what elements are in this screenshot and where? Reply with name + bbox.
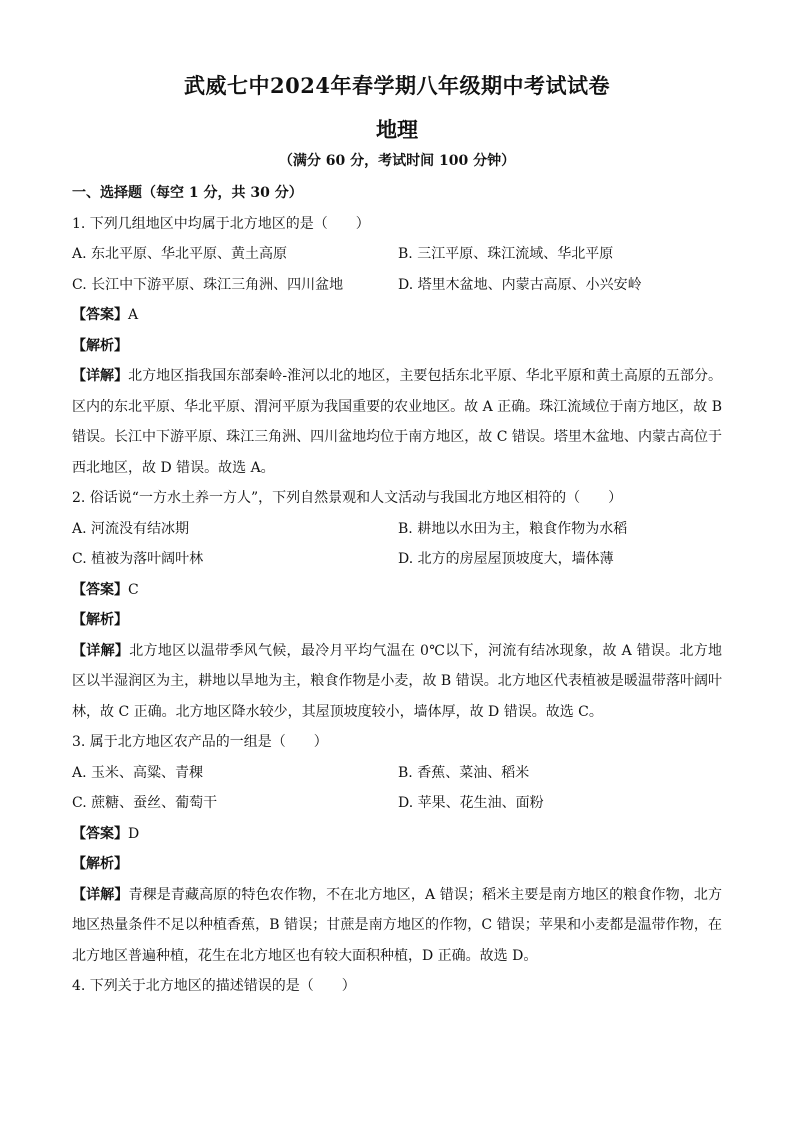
exam-note: （满分 60 分，考试时间 100 分钟） [278, 153, 516, 169]
question-1-option-c: C. 长江中下游平原、珠江三角洲、四川盆地 [72, 276, 344, 293]
question-1-option-a: A. 东北平原、华北平原、黄土高原 [72, 246, 288, 262]
answer-value: D [128, 825, 140, 842]
question-4-stem: 4. 下列关于北方地区的描述错误的是（ ） [72, 978, 356, 994]
section-heading: 一、选择题（每空 1 分，共 30 分） [72, 185, 303, 201]
question-2-detail [72, 636, 722, 728]
question-3-options-row-2 [72, 788, 722, 819]
answer-label: 【答案】 [72, 825, 128, 842]
subject-title: 地理 [376, 117, 418, 142]
question-1-options-row-1 [72, 239, 722, 270]
question-3-option-c: C. 蔗糖、蚕丝、葡萄干 [72, 795, 218, 811]
question-2-answer [72, 575, 722, 606]
question-1-option-d: D. 塔里木盆地、内蒙古高原、小兴安岭 [398, 276, 642, 293]
detail-label: 【详解】 [72, 642, 130, 659]
answer-value: C [128, 581, 139, 598]
question-2-option-b: B. 耕地以水田为主，粮食作物为水稻 [398, 520, 628, 537]
question-3-answer [72, 819, 722, 850]
question-3-analysis [72, 849, 722, 880]
answer-label: 【答案】 [72, 581, 128, 598]
answer-value: A [128, 307, 139, 323]
question-3-option-b: B. 香蕉、菜油、稻米 [398, 764, 530, 781]
question-1-option-b: B. 三江平原、珠江流域、华北平原 [398, 246, 614, 262]
question-1-detail [72, 361, 722, 483]
detail-label: 【详解】 [72, 368, 129, 384]
question-1-analysis [72, 331, 722, 362]
question-3-option-a: A. 玉米、高粱、青稞 [72, 764, 204, 781]
detail-label: 【详解】 [72, 886, 129, 903]
question-2-option-c: C. 植被为落叶阔叶林 [72, 551, 204, 567]
answer-label: 【答案】 [72, 307, 128, 323]
question-2-options-row-1 [72, 514, 722, 545]
exam-title: 武威七中2024年春学期八年级期中考试试卷 [184, 73, 610, 98]
question-1-answer [72, 300, 722, 331]
question-2-option-d: D. 北方的房屋屋顶坡度大，墙体薄 [398, 551, 614, 567]
question-2-stem: 2. 俗话说“一方水土养一方人”，下列自然景观和人文活动与我国北方地区相符的（ ） [72, 490, 623, 506]
detail-text: 北方地区指我国东部秦岭-淮河以北的地区，主要包括东北平原、华北平原和黄土高原的五部分。区内的东北平原、华北平原、渭河平原为我国重要的农业地区。故 A 正确。珠江流域位于南方地区，故 B 错误。长江中下游平原、珠江三角洲、四川盆地均位于南方地区，故 C 错误。塔里木盆地、内蒙古高位于西北地区，故 D 错误。故选 A。 [72, 368, 723, 476]
exam-content [72, 178, 722, 1002]
question-2-option-a: A. 河流没有结冰期 [72, 520, 190, 537]
analysis-label: 【解析】 [72, 337, 128, 354]
question-1-stem: 1. 下列几组地区中均属于北方地区的是（ ） [72, 215, 370, 232]
analysis-label: 【解析】 [72, 612, 128, 628]
detail-text: 青稞是青藏高原的特色农作物，不在北方地区，A 错误；稻米主要是南方地区的粮食作物，北方地区热量条件不足以种植香蕉，B 错误；甘蔗是南方地区的作物，C 错误；苹果和小麦都是温带作物，在北方地区普遍种植，花生在北方地区也有较大面积种植，D 正确。故选 D。 [72, 886, 722, 964]
question-1-options-row-2 [72, 270, 722, 301]
question-3-stem: 3. 属于北方地区农产品的一组是（ ） [72, 734, 328, 750]
analysis-label: 【解析】 [72, 856, 128, 872]
question-2-options-row-2 [72, 544, 722, 575]
question-3-detail [72, 880, 722, 972]
question-3-option-d: D. 苹果、花生油、面粉 [398, 795, 544, 811]
question-3-options-row-1 [72, 758, 722, 789]
detail-text: 北方地区以温带季风气候，最冷月平均气温在 0℃以下，河流有结冰现象，故 A 错误。北方地区以半湿润区为主，耕地以旱地为主，粮食作物是小麦，故 B 错误。北方地区代表植被是暖温带落叶阔叶林，故 C 正确。北方地区降水较少，其屋顶坡度较小，墙体厚，故 D 错误。故选 C。 [72, 642, 722, 720]
question-2-analysis [72, 605, 722, 636]
